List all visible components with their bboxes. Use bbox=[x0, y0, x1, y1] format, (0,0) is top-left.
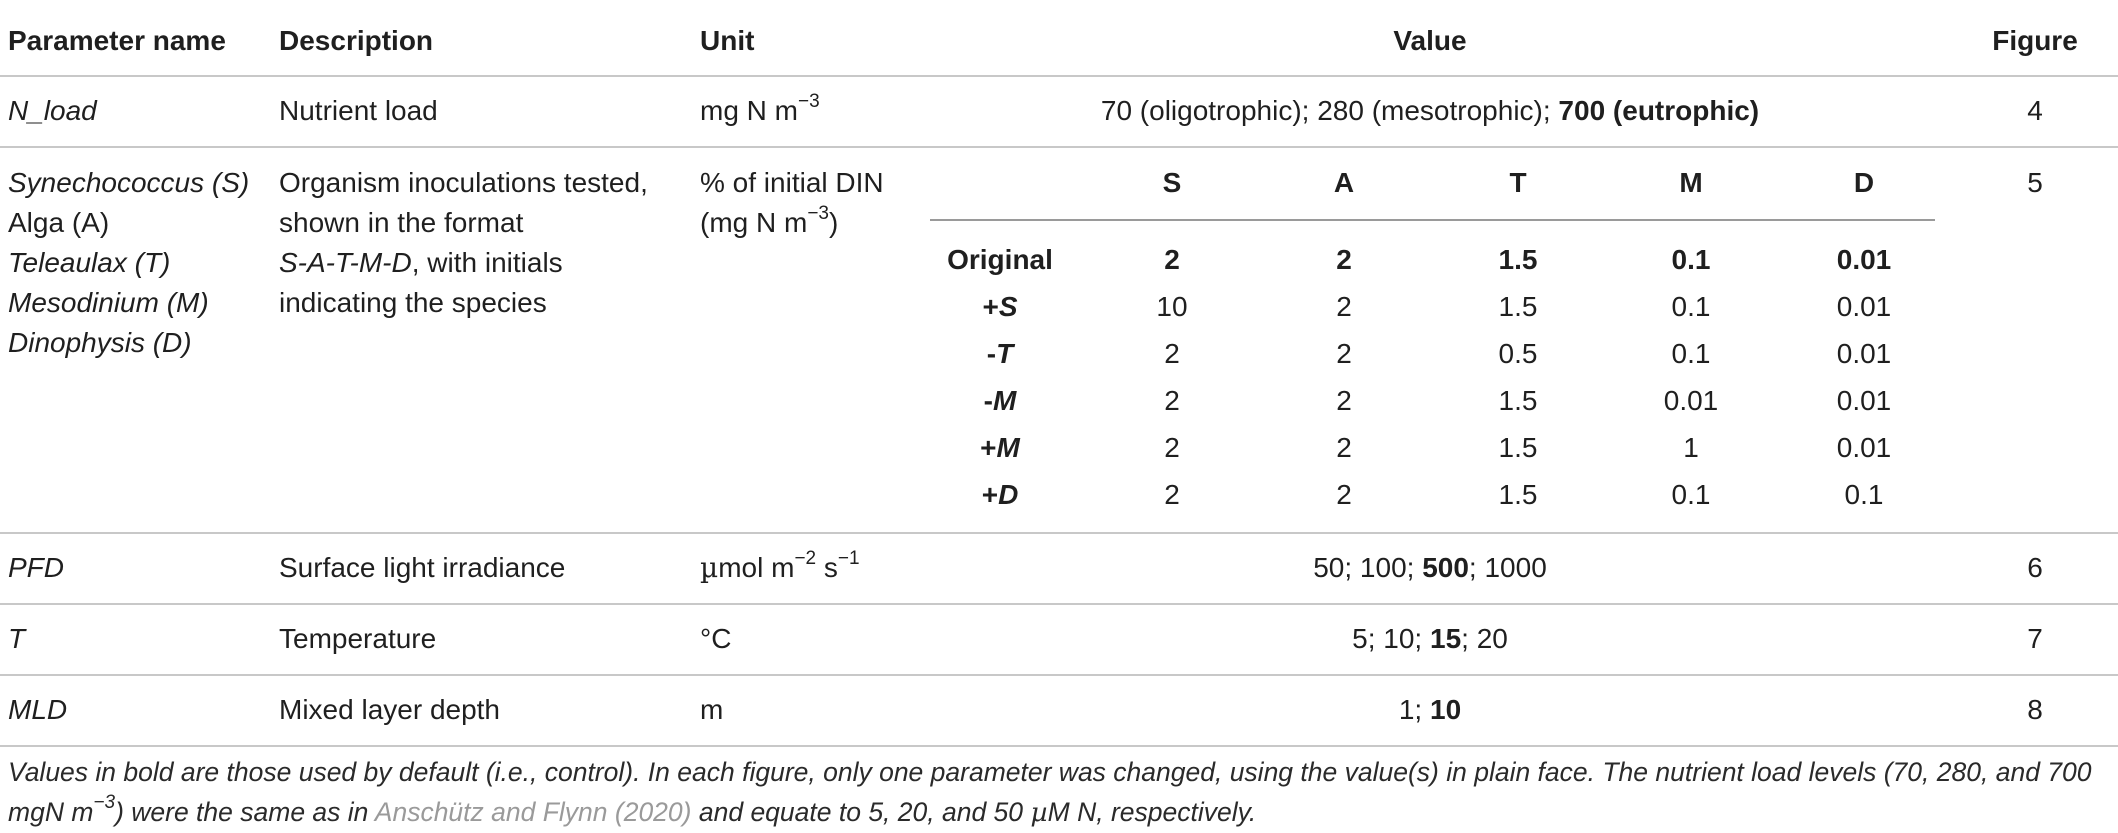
unit-organisms bbox=[700, 163, 884, 243]
desc-organisms-line4: indicating the species bbox=[279, 287, 547, 318]
param-mld: MLD bbox=[8, 694, 68, 725]
header-parameter-name: Parameter name bbox=[8, 25, 226, 56]
unit-organisms-line2: (mg N $m^{-3}$) bbox=[700, 202, 839, 238]
figure-n-load: 4 bbox=[2027, 95, 2043, 126]
subrow-original-s: 2 bbox=[1164, 244, 1180, 275]
subrow-original-d: 0.01 bbox=[1836, 244, 1892, 275]
unit-n-load bbox=[700, 91, 820, 131]
header-figure: Figure bbox=[1992, 25, 2078, 56]
desc-nutrient-load: Nutrient load bbox=[279, 95, 438, 126]
subrow-label-minus-m: -M bbox=[983, 385, 1017, 416]
subrow-plus-s-m: 0.1 bbox=[1671, 291, 1711, 322]
header-description: Description bbox=[279, 25, 434, 56]
unit-organisms-line1: % of initial DIN bbox=[700, 167, 884, 198]
param-organism-m: Mesodinium (M) bbox=[8, 287, 209, 318]
param-organism-t: Teleaulax (T) bbox=[8, 247, 171, 278]
value-n-load bbox=[1101, 91, 1759, 131]
subrow-plus-m-d: 0.01 bbox=[1836, 432, 1892, 463]
row-divider-4 bbox=[0, 674, 2118, 676]
subcol-d: D bbox=[1853, 167, 1875, 198]
subrow-label-plus-s: +S bbox=[982, 291, 1018, 322]
figure-pfd: 6 bbox=[2027, 552, 2043, 583]
subrow-plus-d-t: 1.5 bbox=[1498, 479, 1538, 510]
desc-organisms-line2: shown in the format bbox=[279, 207, 524, 238]
desc-mixed-layer: Mixed layer depth bbox=[279, 694, 501, 725]
subrow-original-t: 1.5 bbox=[1498, 244, 1538, 275]
subrow-minus-t-d: 0.01 bbox=[1836, 338, 1892, 369]
subrow-plus-m-t: 1.5 bbox=[1498, 432, 1538, 463]
param-pfd: PFD bbox=[8, 552, 64, 583]
subrow-minus-t-t: 0.5 bbox=[1498, 338, 1538, 369]
unit-n-load-exponent: −3 bbox=[798, 90, 820, 112]
row-divider-2 bbox=[0, 532, 2118, 534]
footnote-line1: Values in bold are those used by default (i.e., control). In each figure, only one parameter was changed, using the value(s) in plain face. The nutrient load levels (70, 280, bbox=[8, 757, 1989, 787]
param-temperature: T bbox=[8, 623, 26, 654]
subrow-original-a: 2 bbox=[1336, 244, 1352, 275]
figure-mld: 8 bbox=[2027, 694, 2043, 725]
subcol-a: A bbox=[1333, 167, 1355, 198]
subrow-label-original: Original bbox=[947, 244, 1053, 275]
row-divider-5 bbox=[0, 745, 2118, 747]
subrow-plus-m-a: 2 bbox=[1336, 432, 1352, 463]
subrow-plus-d-m: 0.1 bbox=[1671, 479, 1711, 510]
subrow-plus-s-t: 1.5 bbox=[1498, 291, 1538, 322]
header-unit: Unit bbox=[700, 25, 755, 56]
subrow-minus-t-a: 2 bbox=[1336, 338, 1352, 369]
subrow-plus-m-m: 1 bbox=[1683, 432, 1699, 463]
subrow-label-plus-m: +M bbox=[980, 432, 1020, 463]
value-n-load-default: 700 (eutrophic) bbox=[1558, 95, 1760, 126]
unit-mld: m bbox=[700, 694, 724, 725]
value-n-load-plain: 70 (oligotrophic); 280 (mesotrophic); bbox=[1100, 95, 1559, 126]
subrow-plus-d-d: 0.1 bbox=[1844, 479, 1884, 510]
subrow-minus-t-s: 2 bbox=[1164, 338, 1180, 369]
subrow-plus-m-s: 2 bbox=[1164, 432, 1180, 463]
subrow-minus-m-s: 2 bbox=[1164, 385, 1180, 416]
subrow-label-minus-t: -T bbox=[986, 338, 1014, 369]
value-pfd: 50; 100; 500; 1000 bbox=[1313, 552, 1547, 583]
subrow-plus-d-a: 2 bbox=[1336, 479, 1352, 510]
table-footnote: Values in bold are those used by default (i.e., control). In each figure, only one parameter was changed, using the value(s) in plain face. The nutrient load levels (70, 280, and 700 mgN $m^{-3}$) were the same as in Anschütz and Flynn (2020) and equate to 5, 20, and 50 µM N, respectively. bbox=[8, 757, 2092, 828]
subrow-minus-m-a: 2 bbox=[1336, 385, 1352, 416]
param-organism-a: Alga (A) bbox=[8, 207, 110, 238]
param-n-load: N_load bbox=[8, 95, 97, 126]
desc-organisms-line3: S-A-T-M-D, with initials bbox=[279, 247, 563, 278]
subrow-original-m: 0.1 bbox=[1671, 244, 1711, 275]
subcol-s: S bbox=[1162, 167, 1182, 198]
desc-organisms-line1: Organism inoculations tested, bbox=[279, 167, 648, 198]
param-organisms bbox=[8, 163, 249, 363]
unit-pfd: µmol $m^{-2}$ $s^{-1}$ bbox=[700, 547, 860, 584]
unit-temperature: °C bbox=[700, 623, 732, 654]
citation-link[interactable]: Anschütz and Flynn (2020) bbox=[374, 797, 692, 827]
figure-organisms: 5 bbox=[2027, 167, 2043, 198]
subcol-t: T bbox=[1509, 167, 1527, 198]
param-organism-d: Dinophysis (D) bbox=[8, 327, 192, 358]
value-mld: 1; 10 bbox=[1398, 694, 1462, 725]
desc-organisms bbox=[279, 163, 648, 323]
row-divider-1 bbox=[0, 146, 2118, 148]
subrow-minus-t-m: 0.1 bbox=[1671, 338, 1711, 369]
subrow-minus-m-m: 0.01 bbox=[1663, 385, 1719, 416]
param-organism-s: Synechococcus (S) bbox=[8, 167, 250, 198]
subtable-divider bbox=[930, 219, 1935, 221]
subrow-plus-s-d: 0.01 bbox=[1836, 291, 1892, 322]
subcol-m: M bbox=[1679, 167, 1703, 198]
subrow-plus-s-s: 10 bbox=[1156, 291, 1188, 322]
value-temperature: 5; 10; 15; 20 bbox=[1352, 623, 1508, 654]
row-divider-3 bbox=[0, 603, 2118, 605]
subrow-label-plus-d: +D bbox=[981, 479, 1019, 510]
figure-temperature: 7 bbox=[2027, 623, 2043, 654]
header-value: Value bbox=[1393, 25, 1467, 56]
subrow-plus-d-s: 2 bbox=[1164, 479, 1180, 510]
header-divider bbox=[0, 75, 2118, 77]
subrow-minus-m-d: 0.01 bbox=[1836, 385, 1892, 416]
desc-temperature: Temperature bbox=[279, 623, 437, 654]
subrow-minus-m-t: 1.5 bbox=[1498, 385, 1538, 416]
unit-n-load-base: mg N m bbox=[700, 95, 798, 126]
desc-surface-light: Surface light irradiance bbox=[279, 552, 566, 583]
subrow-plus-s-a: 2 bbox=[1336, 291, 1352, 322]
